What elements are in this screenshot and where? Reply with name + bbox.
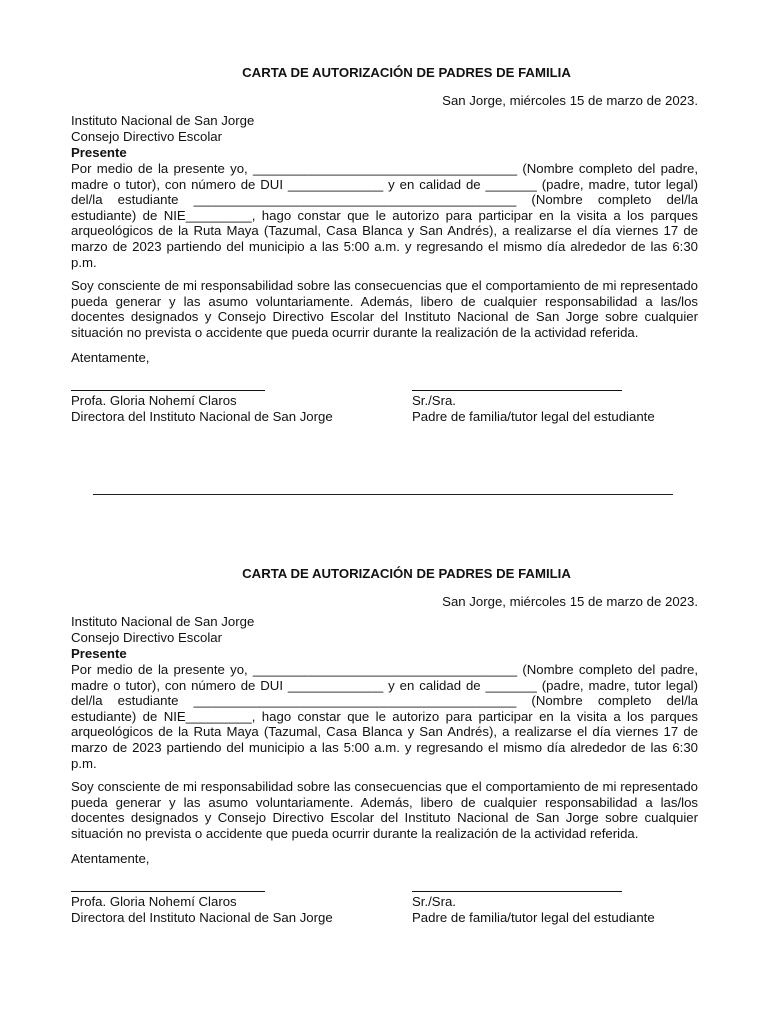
closing: Atentamente, — [71, 850, 150, 866]
recipient-institution: Instituto Nacional de San Jorge — [71, 614, 255, 629]
director-signature — [71, 390, 371, 425]
recipient-block — [71, 614, 698, 662]
letter-date: San Jorge, miércoles 15 de marzo de 2023. — [442, 594, 698, 609]
parent-role: Padre de familia/tutor legal del estudiante — [412, 408, 655, 424]
parent-name: Sr./Sra. — [412, 392, 456, 408]
authorization-paragraph: Por medio de la presente yo, ____________________________________ (Nombre completo del padre, madre o tutor), con número de DUI _____________ y en calidad de _______ (padre, madre, tutor legal) del/la estudiante ____________________________________________ (Nombre completo del/la estudiante) de NIE_________, hago constar que le autorizo para participar en la visita a los parques arqueológicos de la Ruta Maya (Tazumal, Casa Blanca y San Andrés), a realizarse el día viernes 17 de marzo de 2023 partiendo del municipio a las 5:00 a.m. y regresando el mismo día alrededor de las 6:30 p.m. — [71, 662, 698, 771]
signature-block — [71, 891, 698, 926]
parent-signature — [412, 390, 698, 425]
responsibility-paragraph: Soy consciente de mi responsabilidad sobre las consecuencias que el comportamiento de mi representado pueda generar y las asumo voluntariamente. Además, libero de cualquier responsabilidad a las/los docentes designados y Consejo Directivo Escolar del Instituto Nacional de San Jorge sobre cualquier situación no prevista o accidente que pueda ocurrir durante la realización de la actividad referida. — [71, 779, 698, 841]
letter-title: CARTA DE AUTORIZACIÓN DE PADRES DE FAMILIA — [242, 65, 571, 80]
recipient-block — [71, 113, 698, 161]
parent-role: Padre de familia/tutor legal del estudiante — [412, 909, 655, 925]
parent-name: Sr./Sra. — [412, 893, 456, 909]
director-signature — [71, 891, 371, 926]
responsibility-paragraph: Soy consciente de mi responsabilidad sobre las consecuencias que el comportamiento de mi representado pueda generar y las asumo voluntariamente. Además, libero de cualquier responsabilidad a las/los docentes designados y Consejo Directivo Escolar del Instituto Nacional de San Jorge sobre cualquier situación no prevista o accidente que pueda ocurrir durante la realización de la actividad referida. — [71, 278, 698, 340]
letter-title: CARTA DE AUTORIZACIÓN DE PADRES DE FAMILIA — [242, 566, 571, 581]
signature-line — [412, 390, 622, 391]
cut-line — [93, 494, 673, 495]
signature-block — [71, 390, 698, 425]
director-role: Directora del Instituto Nacional de San Jorge — [71, 408, 333, 424]
letter-date: San Jorge, miércoles 15 de marzo de 2023. — [442, 93, 698, 108]
recipient-council: Consejo Directivo Escolar — [71, 129, 222, 144]
director-role: Directora del Instituto Nacional de San Jorge — [71, 909, 333, 925]
closing: Atentamente, — [71, 349, 150, 365]
authorization-paragraph: Por medio de la presente yo, ____________________________________ (Nombre completo del padre, madre o tutor), con número de DUI _____________ y en calidad de _______ (padre, madre, tutor legal) del/la estudiante ____________________________________________ (Nombre completo del/la estudiante) de NIE_________, hago constar que le autorizo para participar en la visita a los parques arqueológicos de la Ruta Maya (Tazumal, Casa Blanca y San Andrés), a realizarse el día viernes 17 de marzo de 2023 partiendo del municipio a las 5:00 a.m. y regresando el mismo día alrededor de las 6:30 p.m. — [71, 161, 698, 270]
director-name: Profa. Gloria Nohemí Claros — [71, 893, 237, 909]
director-name: Profa. Gloria Nohemí Claros — [71, 392, 237, 408]
greeting: Presente — [71, 145, 127, 160]
greeting: Presente — [71, 646, 127, 661]
recipient-institution: Instituto Nacional de San Jorge — [71, 113, 255, 128]
letter-bottom — [71, 566, 698, 926]
letter-top — [71, 65, 698, 425]
recipient-council: Consejo Directivo Escolar — [71, 630, 222, 645]
parent-signature — [412, 891, 698, 926]
signature-line — [71, 891, 265, 892]
signature-line — [71, 390, 265, 391]
signature-line — [412, 891, 622, 892]
